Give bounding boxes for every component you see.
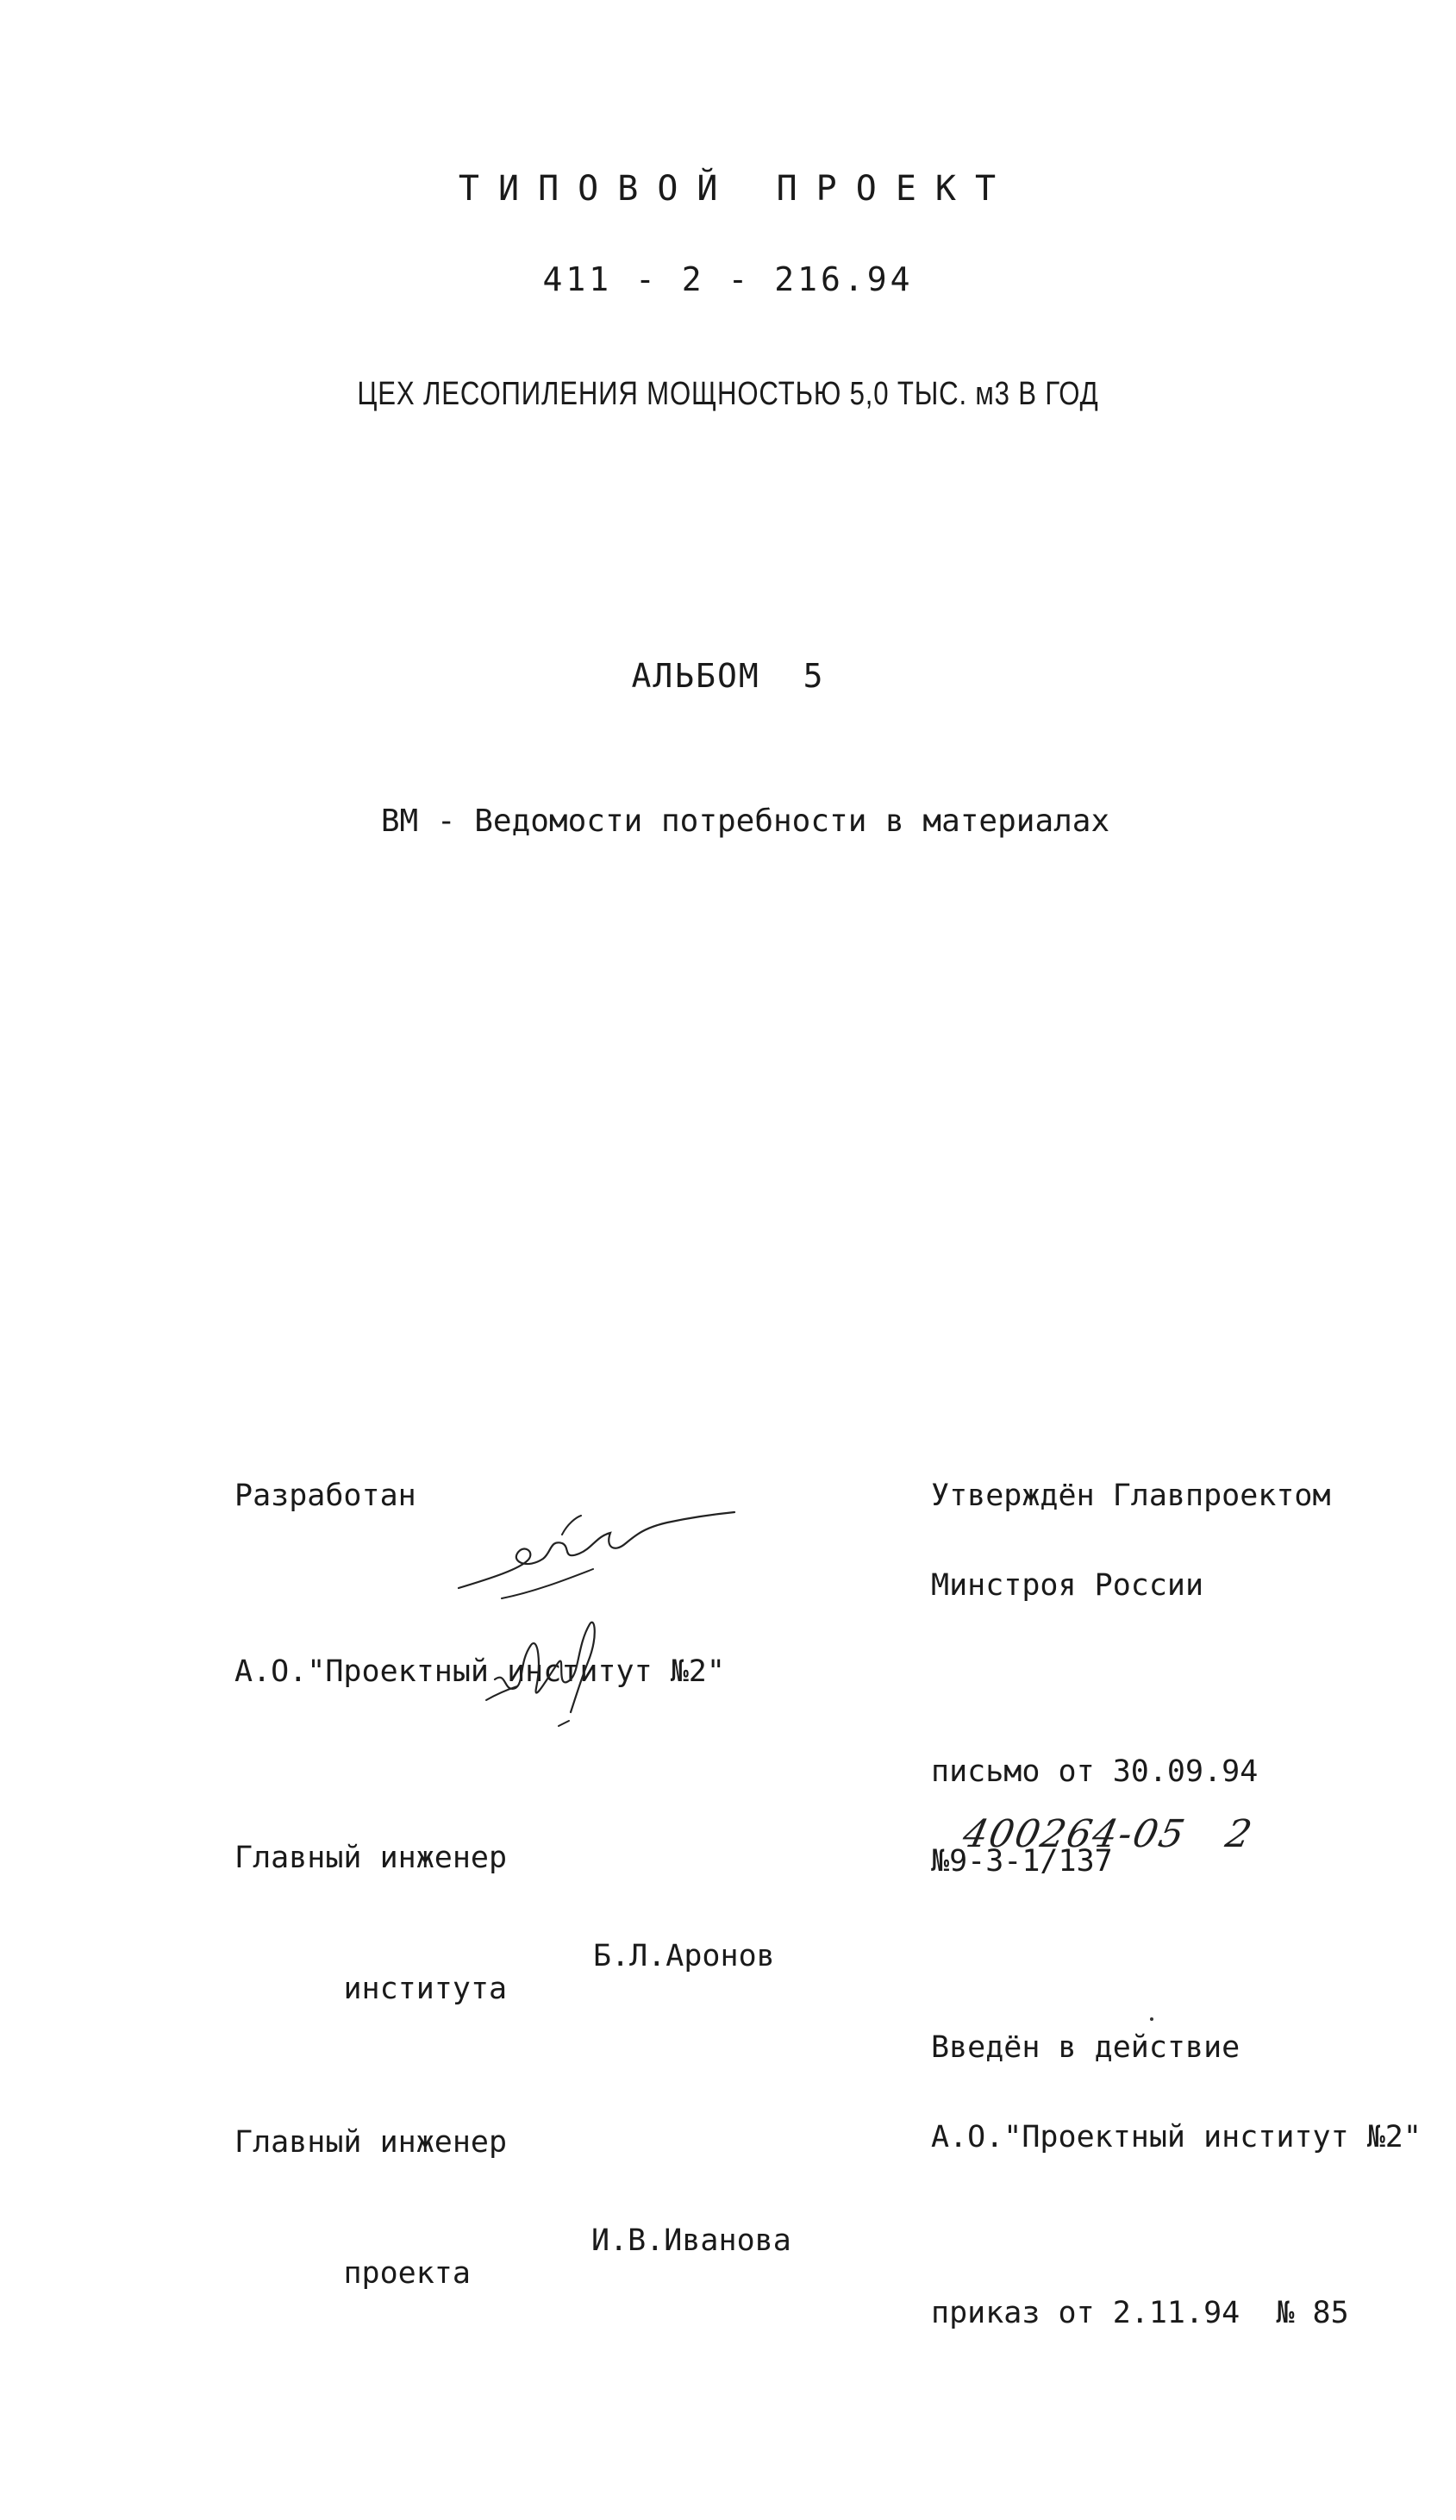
- letter-date: письмо от 30.09.94: [931, 1754, 1259, 1789]
- signature-aronov: [441, 1509, 752, 1612]
- developed-label: Разработан: [234, 1479, 416, 1513]
- order-line: приказ от 2.11.94 № 85: [931, 2296, 1349, 2330]
- developer-block: [234, 1414, 791, 2519]
- approved-by-line-2: Минстроя России: [931, 1568, 1204, 1603]
- handwritten-note: 400264-05 2: [959, 1812, 1258, 1856]
- approved-by-line-1: Утверждён Главпроектом: [931, 1479, 1331, 1513]
- scan-speck: [1150, 2017, 1153, 2021]
- album-content: ВМ - Ведомости потребности в материалах: [380, 804, 1110, 839]
- project-number: 411 - 2 - 216.94: [542, 260, 914, 298]
- letter-number: №9-3-1/137: [931, 1844, 1113, 1879]
- document-type: ТИПОВОЙ ПРОЕКТ: [458, 169, 1015, 209]
- enacted-line-2: А.О."Проектный институт №2": [931, 2120, 1422, 2154]
- enacted-line-1: Введён в действие: [931, 2030, 1240, 2065]
- chief-engineer-project-row: [234, 2223, 791, 2291]
- album-number: АЛЬБОМ 5: [631, 657, 825, 695]
- chief-engineer-institute-title-1: Главный инженер: [234, 1841, 508, 1875]
- approval-block: [931, 1414, 1422, 2395]
- developer-organization: А.О."Проектный институт №2": [234, 1654, 725, 1689]
- chief-engineer-institute-row: [234, 1939, 775, 2006]
- chief-engineer-institute-name: Б.Л.Аронов: [593, 1939, 775, 1973]
- chief-engineer-project-title-2: проекта: [343, 2256, 471, 2291]
- project-title: ЦЕХ ЛЕСОПИЛЕНИЯ МОЩНОСТЬЮ 5,0 ТЫС. м3 В ГОД: [357, 376, 1099, 412]
- chief-engineer-institute-title-2: института: [343, 1972, 508, 2006]
- handwritten-inventory-number: [959, 1812, 1274, 1873]
- chief-engineer-project-name: И.В.Иванова: [591, 2223, 791, 2258]
- chief-engineer-project-title-1: Главный инженер: [234, 2125, 508, 2160]
